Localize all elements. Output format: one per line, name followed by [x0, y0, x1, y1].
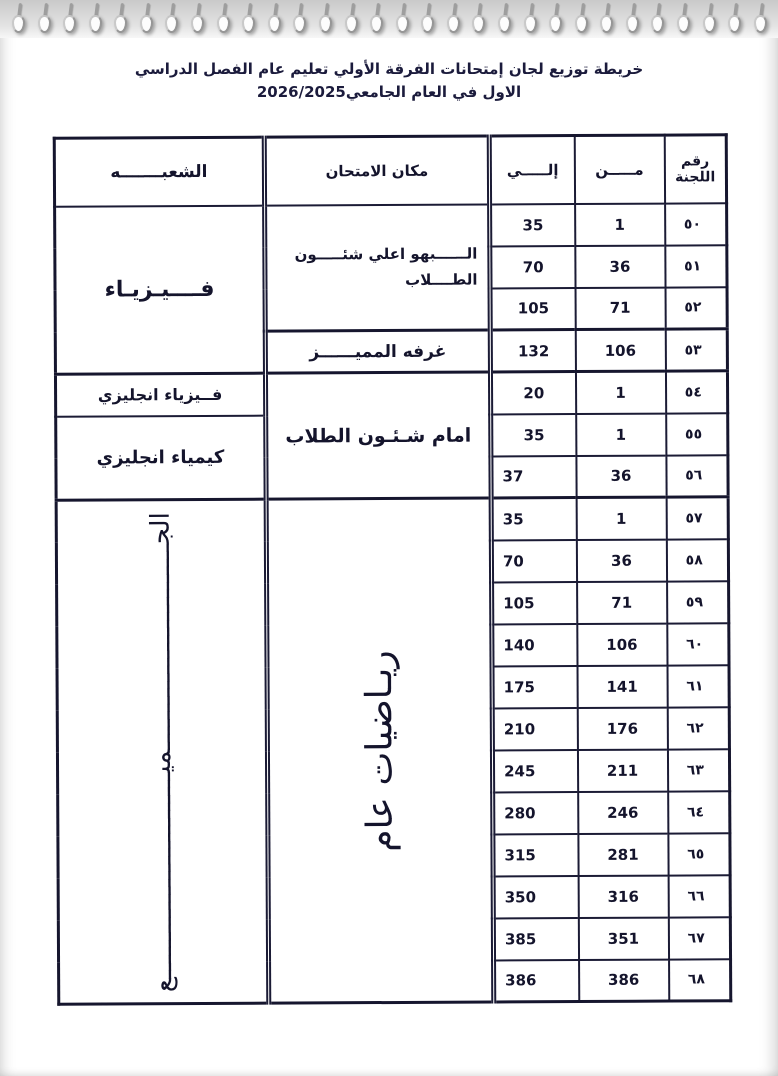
- to-value: 70: [491, 540, 576, 582]
- table-row: [55, 203, 727, 249]
- committee-number: ٥٢: [665, 287, 727, 329]
- committee-number: ٦٠: [667, 623, 729, 665]
- binding-ring-icon: [703, 3, 715, 35]
- section-physics-english: فــيزياء انجليزي: [55, 373, 265, 416]
- from-value: 36: [575, 245, 665, 287]
- committee-number: ٦٣: [667, 749, 729, 791]
- location-distinguished-room: غرفه المميــــــز: [265, 330, 490, 373]
- title-line-1: خريطة توزيع لجان إمتحانات الفرقة الأولي تعليم عام الفصل الدراسي: [134, 60, 644, 78]
- binding-ring-icon: [370, 3, 382, 35]
- committee-number: ٦٢: [667, 707, 729, 749]
- header-from: مـــــن: [574, 135, 664, 203]
- binding-ring-icon: [754, 3, 766, 35]
- to-value: 175: [492, 666, 577, 708]
- to-value: 70: [490, 246, 575, 288]
- binding-ring-icon: [89, 3, 101, 35]
- committee-number: ٦٨: [669, 959, 731, 1001]
- from-value: 246: [578, 791, 668, 833]
- to-value: 210: [492, 708, 577, 750]
- section-physics: فــــيـزيـاء: [55, 205, 266, 374]
- to-value: 105: [492, 582, 577, 624]
- binding-strip: [0, 0, 778, 38]
- to-value: 20: [490, 372, 575, 414]
- committee-number: ٦٧: [668, 917, 730, 959]
- section-chemistry-english: كيمياء انجليزي: [56, 415, 266, 500]
- from-value: 1: [575, 203, 665, 245]
- committee-number: ٦٥: [668, 833, 730, 875]
- binding-ring-icon: [165, 3, 177, 35]
- binding-ring-icon: [626, 3, 638, 35]
- from-value: 71: [577, 581, 667, 623]
- binding-ring-icon: [524, 3, 536, 35]
- binding-ring-icon: [728, 3, 740, 35]
- header-committee-number: رقم اللجنة: [664, 135, 726, 203]
- binding-ring-icon: [63, 3, 75, 35]
- rotated-all-sections-label: الجـــــــــــــــــــــــــــميـــــــــــــــــــــــــــع: [145, 511, 179, 992]
- from-value: 1: [576, 413, 666, 455]
- committee-number: ٥١: [665, 245, 727, 287]
- from-value: 36: [576, 455, 666, 497]
- header-section: الشعبـــــــه: [54, 137, 264, 206]
- page-title: [0, 58, 778, 104]
- binding-ring-icon: [549, 3, 561, 35]
- binding-ring-icon: [677, 3, 689, 35]
- committee-number: ٥٧: [666, 497, 728, 539]
- from-value: 386: [579, 959, 669, 1001]
- committee-number: ٦١: [667, 665, 729, 707]
- location-lobby: الــــــبهو اعلي شئـــــون الطــــلاب: [265, 204, 491, 331]
- binding-ring-icon: [114, 3, 126, 35]
- binding-ring-icon: [447, 3, 459, 35]
- binding-ring-icon: [345, 3, 357, 35]
- binding-ring-icon: [217, 3, 229, 35]
- committee-number: ٦٤: [668, 791, 730, 833]
- location-front-of-student-affairs: امام شـئـون الطلاب: [265, 372, 491, 499]
- binding-ring-icon: [600, 3, 612, 35]
- table-row: [56, 497, 728, 543]
- committee-number: ٥٩: [667, 581, 729, 623]
- to-value: 315: [493, 834, 578, 876]
- binding-ring-icon: [268, 3, 280, 35]
- binding-ring-icon: [421, 3, 433, 35]
- to-value: 35: [490, 204, 575, 246]
- binding-ring-icon: [38, 3, 50, 35]
- to-value: 35: [491, 414, 576, 456]
- to-value: 132: [490, 330, 575, 372]
- binding-ring-icon: [651, 3, 663, 35]
- binding-ring-icon: [12, 3, 24, 35]
- committee-number: ٦٦: [668, 875, 730, 917]
- from-value: 36: [576, 539, 666, 581]
- from-value: 106: [577, 623, 667, 665]
- header-exam-location: مكان الامتحان: [264, 136, 489, 205]
- header-row: [54, 135, 726, 207]
- committee-number: ٥٠: [665, 203, 727, 245]
- to-value: 245: [492, 750, 577, 792]
- to-value: 140: [492, 624, 577, 666]
- rotated-general-math-label: ريـاضيات عام: [358, 649, 401, 852]
- exam-committee-table: [53, 133, 733, 1006]
- from-value: 351: [578, 917, 668, 959]
- to-value: 105: [490, 288, 575, 330]
- table-row: [55, 371, 727, 417]
- from-value: 71: [575, 287, 665, 329]
- to-value: 385: [493, 918, 578, 960]
- from-value: 281: [578, 833, 668, 875]
- header-to: إلـــــي: [489, 136, 574, 204]
- committee-number: ٥٥: [666, 413, 728, 455]
- from-value: 1: [576, 497, 666, 539]
- from-value: 1: [575, 371, 665, 413]
- committee-number: ٥٤: [665, 371, 727, 413]
- to-value: 280: [493, 792, 578, 834]
- binding-ring-icon: [191, 3, 203, 35]
- binding-ring-icon: [472, 3, 484, 35]
- to-value: 350: [493, 876, 578, 918]
- to-value: 35: [491, 498, 576, 540]
- binding-ring-icon: [140, 3, 152, 35]
- from-value: 211: [577, 749, 667, 791]
- binding-ring-icon: [319, 3, 331, 35]
- from-value: 176: [577, 707, 667, 749]
- from-value: 106: [575, 329, 665, 371]
- to-value: 37: [491, 456, 576, 498]
- binding-ring-icon: [498, 3, 510, 35]
- committee-number: ٥٣: [665, 329, 727, 371]
- committee-number: ٥٨: [666, 539, 728, 581]
- committee-number: ٥٦: [666, 455, 728, 497]
- binding-ring-icon: [396, 3, 408, 35]
- to-value: 386: [494, 960, 579, 1002]
- binding-ring-icon: [242, 3, 254, 35]
- from-value: 316: [578, 875, 668, 917]
- binding-ring-icon: [293, 3, 305, 35]
- section-all: [56, 499, 269, 1004]
- from-value: 141: [577, 665, 667, 707]
- title-line-2: الاول في العام الجامعي2026/2025: [256, 83, 522, 101]
- binding-ring-icon: [575, 3, 587, 35]
- location-general-math: [266, 498, 494, 1003]
